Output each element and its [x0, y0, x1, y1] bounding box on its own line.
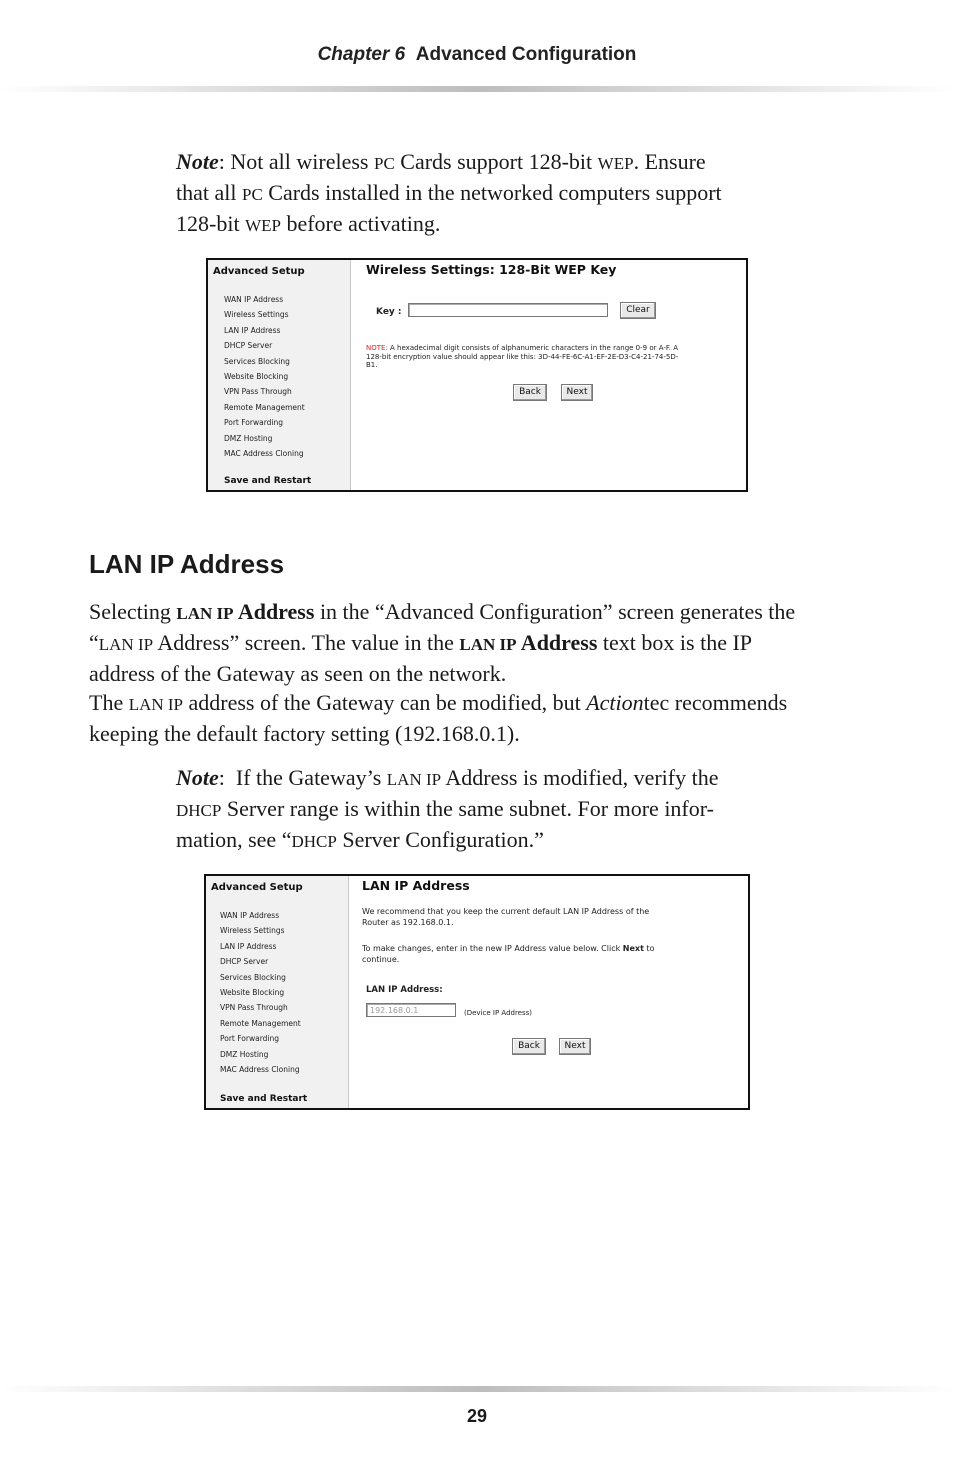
note-text: PC [373, 154, 395, 173]
note-text: . Ensure [633, 149, 706, 174]
note-text: Server Configuration.” [336, 827, 544, 852]
hex-note-text: 128-bit encryption value should appear like this: 3D-44-FE-6C-A1-EF-2E-D3-C4-21-74-5D- [366, 352, 679, 361]
sidebar-item-dhcp[interactable]: DHCP Server [224, 341, 273, 351]
hex-note-text: A hexadecimal digit consists of alphanumeric characters in the range 0-9 or A-F. A [390, 344, 679, 352]
body-line [89, 628, 869, 659]
body-text: LAN IP [176, 604, 234, 623]
lan-ip-label: LAN IP Address: [366, 985, 443, 995]
recommend-line: We recommend that you keep the current default LAN IP Address of the [362, 907, 650, 916]
instructions-part: to [643, 944, 655, 953]
note-text: PC [241, 185, 263, 204]
sidebar-item-dmz[interactable]: DMZ Hosting [220, 1049, 269, 1059]
note-line: Note: Not all wireless PC Cards support 128-bit WEP. Ensure [176, 149, 706, 174]
next-button[interactable]: Next [561, 384, 593, 401]
sidebar-item-remote-mgmt[interactable]: Remote Management [220, 1018, 301, 1028]
next-button[interactable]: Next [559, 1038, 591, 1055]
sidebar-item-wireless[interactable]: Wireless Settings [220, 926, 285, 936]
section-heading: LAN IP Address [89, 549, 285, 579]
note-text: WEP [245, 216, 281, 235]
lan-ip-input[interactable]: 192.168.0.1 [366, 1003, 456, 1017]
sidebar-title: Advanced Setup [213, 266, 305, 277]
note-text: Not all wireless [230, 149, 374, 174]
body-text: Action [586, 690, 644, 715]
sidebar-item-dhcp[interactable]: DHCP Server [220, 957, 269, 967]
note-text: that all [176, 180, 242, 205]
sidebar-item-port-forwarding[interactable]: Port Forwarding [224, 418, 284, 428]
sidebar-item-mac-cloning[interactable]: MAC Address Cloning [220, 1064, 300, 1074]
sidebar [208, 260, 351, 490]
body-text: in the “Advanced Configuration” screen generates the [314, 599, 796, 624]
note-text: DHCP [176, 801, 222, 820]
hex-note-text: B1. [366, 361, 378, 369]
lan-ip-screenshot [204, 874, 750, 1110]
sidebar-item-services-blocking[interactable]: Services Blocking [224, 356, 290, 366]
note-label: Note [176, 765, 219, 790]
sidebar-item-port-forwarding[interactable]: Port Forwarding [220, 1034, 280, 1044]
instructions-line: continue. [362, 955, 400, 964]
note-text: mation, see “ [176, 827, 292, 852]
chapter-label: Chapter 6 [317, 44, 406, 65]
body-line: address of the Gateway as seen on the network. [89, 661, 507, 686]
body-text: “ [89, 630, 99, 655]
body-text: The [89, 690, 129, 715]
note-lan [176, 763, 816, 856]
note-wep [176, 147, 816, 240]
note-line [176, 178, 816, 209]
sidebar-item-vpn[interactable]: VPN Pass Through [220, 1003, 288, 1013]
note-text: LAN IP [386, 770, 442, 789]
note-text: Server range is within the same subnet. For more infor- [221, 796, 714, 821]
header-rule [0, 86, 954, 92]
sidebar-item-lan-ip[interactable]: LAN IP Address [220, 941, 277, 951]
page-number: 29 [466, 1406, 488, 1426]
key-input[interactable] [408, 303, 608, 317]
note-text: Cards support 128-bit [394, 149, 598, 174]
note-text: before activating. [280, 211, 441, 236]
body-line [89, 688, 869, 719]
body-text: Selecting [89, 599, 177, 624]
instructions-part: To make changes, enter in the new IP Address value below. Click [362, 944, 623, 953]
sidebar-item-dmz[interactable]: DMZ Hosting [224, 433, 273, 443]
instructions-line [362, 943, 732, 954]
sidebar-item-website-blocking[interactable]: Website Blocking [224, 371, 289, 381]
body-text: text box is the IP [597, 630, 753, 655]
recommend-text [362, 906, 732, 928]
note-line [176, 794, 816, 825]
body-text: address of the Gateway can be modified, but [183, 690, 587, 715]
note-line [176, 209, 816, 240]
sidebar-list [220, 908, 301, 1077]
sidebar-item-lan-ip[interactable]: LAN IP Address [224, 325, 281, 335]
body-text: LAN IP [459, 635, 517, 654]
body-text: Address” screen. The value in the [153, 630, 460, 655]
hex-note [366, 344, 738, 370]
sidebar-item-wan-ip[interactable]: WAN IP Address [224, 295, 284, 304]
note-line: Note: If the Gateway’s LAN IP Address is modified, verify the [176, 765, 719, 790]
note-text: If the Gateway’s [224, 765, 387, 790]
running-header [0, 44, 954, 66]
instructions-text [362, 943, 732, 965]
body-text: Address [516, 630, 598, 655]
lan-ip-hint: (Device IP Address) [464, 1009, 533, 1017]
hex-note-line [366, 344, 738, 353]
wep-screenshot [206, 258, 748, 492]
section-body [89, 597, 869, 748]
sidebar [206, 876, 349, 1108]
sidebar-item-remote-mgmt[interactable]: Remote Management [224, 402, 305, 412]
sidebar-title: Advanced Setup [211, 882, 303, 893]
footer-rule [0, 1386, 954, 1392]
sidebar-item-website-blocking[interactable]: Website Blocking [220, 987, 285, 997]
note-text: Address is modified, verify the [441, 765, 719, 790]
note-prefix: NOTE: [366, 344, 388, 352]
body-text: tec recommends [643, 690, 788, 715]
note-text: Cards installed in the networked computers support [262, 180, 722, 205]
chapter-title: Advanced Configuration [415, 44, 637, 65]
body-text: LAN IP [128, 695, 184, 714]
note-text: 128-bit [176, 211, 246, 236]
sidebar-item-wireless[interactable]: Wireless Settings [224, 310, 289, 320]
main-panel [362, 260, 738, 490]
back-button[interactable]: Back [512, 1038, 546, 1055]
note-text: WEP [597, 154, 634, 173]
clear-button[interactable]: Clear [620, 302, 656, 319]
note-line [176, 825, 816, 856]
page-title: LAN IP Address [362, 878, 470, 893]
sidebar-item-wan-ip[interactable]: WAN IP Address [220, 911, 280, 920]
sidebar-list [224, 292, 305, 461]
body-text: Address [233, 599, 315, 624]
page-title: Wireless Settings: 128-Bit WEP Key [366, 262, 617, 277]
sidebar-item-mac-cloning[interactable]: MAC Address Cloning [224, 448, 304, 458]
instructions-part: Next [622, 944, 644, 953]
sidebar-item-vpn[interactable]: VPN Pass Through [224, 387, 292, 397]
sidebar-save-restart[interactable]: Save and Restart [224, 476, 312, 486]
note-label: Note [176, 149, 219, 174]
sidebar-save-restart[interactable]: Save and Restart [220, 1094, 308, 1104]
body-text: LAN IP [98, 635, 154, 654]
key-label: Key : [376, 307, 402, 317]
body-line [89, 597, 869, 628]
back-button[interactable]: Back [513, 384, 547, 401]
recommend-line: Router as 192.168.0.1. [362, 918, 454, 927]
main-panel [360, 876, 740, 1108]
sidebar-item-services-blocking[interactable]: Services Blocking [220, 972, 286, 982]
note-text: DHCP [291, 832, 337, 851]
body-line: keeping the default factory setting (192.168.0.1). [89, 721, 520, 746]
